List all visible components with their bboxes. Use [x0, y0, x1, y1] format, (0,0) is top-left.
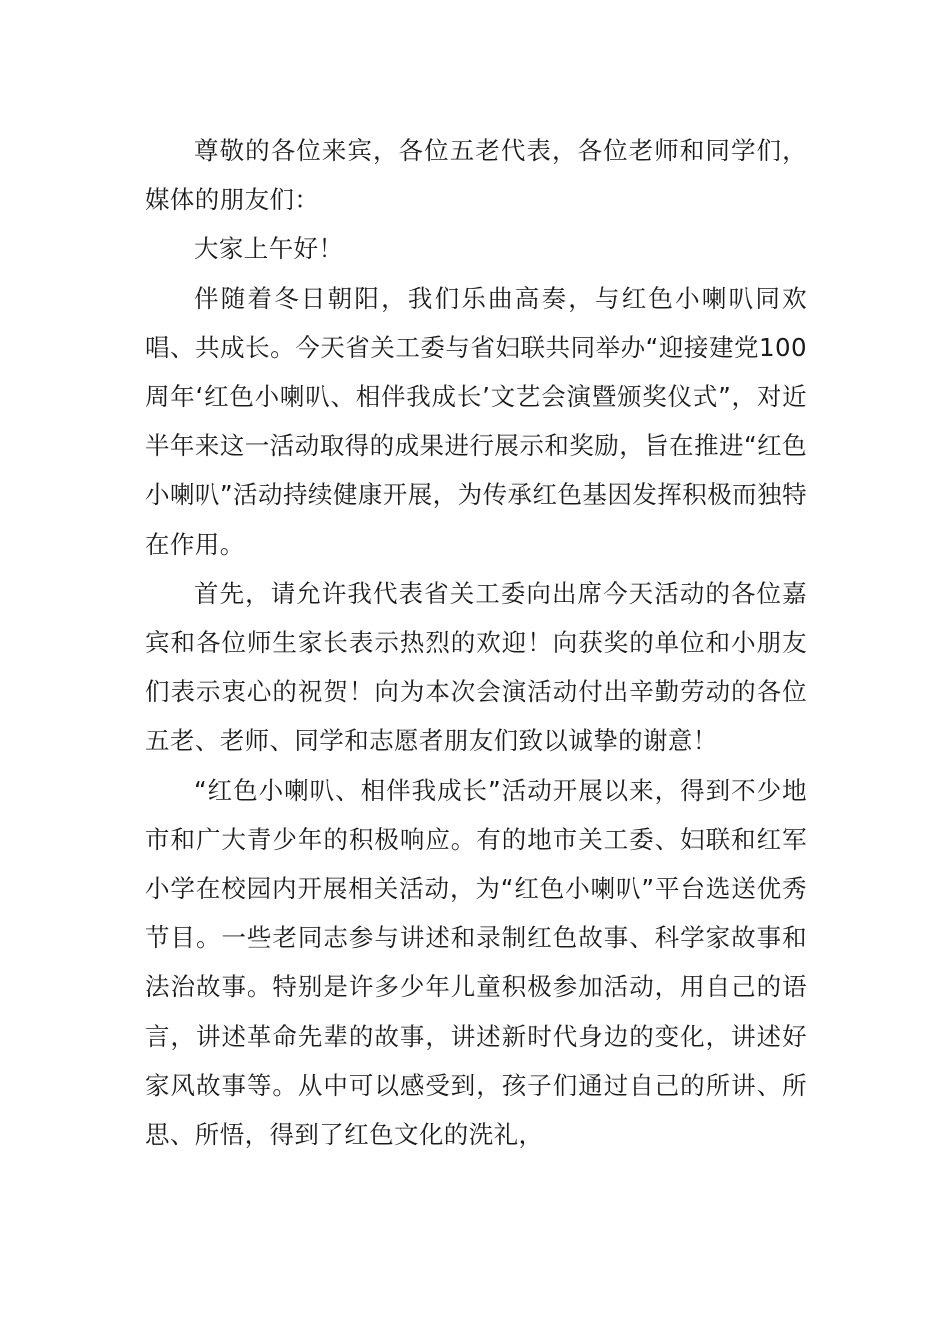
paragraph-good-morning: 大家上午好！ [194, 234, 344, 264]
paragraph-welcome-thanks: 首先，请允许我代表省关工委向出席今天活动的各位嘉宾和各位师生家长表示热烈的欢迎！向获奖的单位和小朋友们表示衷心的祝贺！向为本次会演活动付出辛勤劳动的各位五老、老师、同学和志愿者朋友们致以诚挚的谢意！ [145, 578, 807, 756]
paragraph-greeting: 尊敬的各位来宾，各位五老代表，各位老师和同学们，媒体的朋友们： [145, 136, 807, 215]
document-body [145, 126, 807, 1159]
paragraph-activity-review: “红色小喇叭、相伴我成长”活动开展以来，得到不少地市和广大青少年的积极响应。有的地市关工委、妇联和红军小学在校园内开展相关活动，为“红色小喇叭”平台选送优秀节目。一些老同志参与讲述和录制红色故事、科学家故事和法治故事。特别是许多少年儿童积极参加活动，用自己的语言，讲述革命先辈的故事，讲述新时代身边的变化，讲述好家风故事等。从中可以感受到，孩子们通过自己的所讲、所思、所悟，得到了红色文化的洗礼， [145, 775, 807, 1150]
paragraph-introduction: 伴随着冬日朝阳，我们乐曲高奏，与红色小喇叭同欢唱、共成长。今天省关工委与省妇联共同举办“迎接建党100周年‘红色小喇叭、相伴我成长’文艺会演暨颁奖仪式”，对近半年来这一活动取得的成果进行展示和奖励，旨在推进“红色小喇叭”活动持续健康开展，为传承红色基因发挥积极而独特在作用。 [145, 283, 807, 559]
